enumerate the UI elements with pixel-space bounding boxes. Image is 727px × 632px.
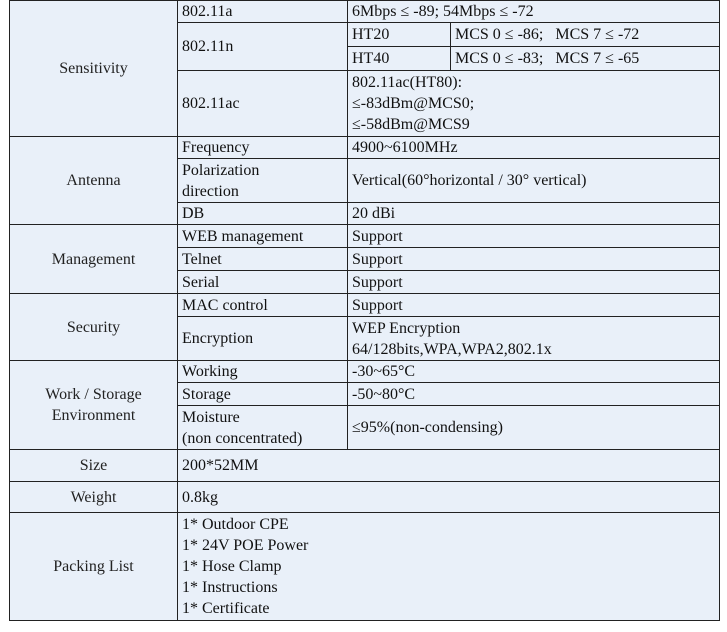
value-moisture: ≤95%(non-condensing): [348, 406, 720, 450]
value-db: 20 dBi: [348, 203, 720, 225]
label-802-11ac: 802.11ac: [178, 71, 348, 137]
label-storage: Storage: [178, 383, 348, 406]
category-management: Management: [10, 225, 178, 294]
environment-line-2: Environment: [51, 407, 136, 424]
ht20-mcs0: MCS 0 ≤ -86;: [455, 26, 544, 43]
row-working: [10, 361, 720, 383]
ht40-mcs7: MCS 7 ≤ -65: [555, 50, 640, 67]
label-moisture: [178, 406, 348, 450]
ht40-mcs0: MCS 0 ≤ -83;: [455, 50, 544, 67]
value-weight: 0.8kg: [178, 482, 720, 513]
polarization-line-2: direction: [182, 182, 239, 200]
packing-item: 1* Outdoor CPE: [182, 516, 289, 533]
environment-line-1: Work / Storage: [45, 386, 142, 403]
value-ht40: [451, 47, 720, 71]
label-encryption: Encryption: [178, 317, 348, 361]
category-environment: [10, 361, 178, 450]
row-web-management: [10, 225, 720, 248]
label-802-11n: 802.11n: [178, 23, 348, 71]
packing-item: 1* Certificate: [182, 600, 270, 617]
value-telnet: Support: [348, 248, 720, 271]
value-storage: -50~80°C: [348, 383, 720, 406]
label-ht40: HT40: [348, 47, 451, 71]
row-frequency: [10, 137, 720, 159]
value-serial: Support: [348, 271, 720, 294]
category-weight: Weight: [10, 482, 178, 513]
category-packing-list: Packing List: [10, 513, 178, 621]
ac-line-3: ≤-58dBm@MCS9: [352, 116, 470, 133]
value-polarization: Vertical(60°horizontal / 30° vertical): [348, 159, 720, 203]
polarization-line-1: Polarization: [182, 161, 260, 179]
row-802-11a: [10, 1, 720, 23]
row-size: [10, 450, 720, 482]
row-packing-list: [10, 513, 720, 621]
label-telnet: Telnet: [178, 248, 348, 271]
encryption-line-2: 64/128bits,WPA,WPA2,802.1x: [352, 340, 552, 358]
value-encryption: [348, 317, 720, 361]
value-ht20: [451, 23, 720, 47]
moisture-line-1: Moisture: [182, 408, 240, 426]
value-mac-control: Support: [348, 294, 720, 317]
label-web-management: WEB management: [178, 225, 348, 248]
value-web-management: Support: [348, 225, 720, 248]
value-packing-list: [178, 513, 720, 621]
moisture-line-2: (non concentrated): [182, 429, 303, 447]
category-antenna: Antenna: [10, 137, 178, 225]
value-802-11a: 6Mbps ≤ -89; 54Mbps ≤ -72: [348, 1, 720, 23]
packing-item: 1* Hose Clamp: [182, 558, 282, 575]
packing-item: 1* 24V POE Power: [182, 537, 309, 554]
category-security: Security: [10, 294, 178, 361]
category-sensitivity: Sensitivity: [10, 1, 178, 137]
spec-table: [9, 0, 720, 621]
ac-line-2: ≤-83dBm@MCS0;: [352, 95, 475, 112]
value-working: -30~65°C: [348, 361, 720, 383]
value-frequency: 4900~6100MHz: [348, 137, 720, 159]
ht20-mcs7: MCS 7 ≤ -72: [555, 26, 640, 43]
label-working: Working: [178, 361, 348, 383]
label-ht20: HT20: [348, 23, 451, 47]
label-polarization: [178, 159, 348, 203]
label-mac-control: MAC control: [178, 294, 348, 317]
label-802-11a: 802.11a: [178, 1, 348, 23]
encryption-line-1: WEP Encryption: [352, 319, 461, 337]
row-mac-control: [10, 294, 720, 317]
label-frequency: Frequency: [178, 137, 348, 159]
label-db: DB: [178, 203, 348, 225]
category-size: Size: [10, 450, 178, 482]
value-802-11ac: [348, 71, 720, 137]
label-serial: Serial: [178, 271, 348, 294]
row-weight: [10, 482, 720, 513]
value-size: 200*52MM: [178, 450, 720, 482]
ac-line-1: 802.11ac(HT80):: [352, 74, 463, 91]
packing-item: 1* Instructions: [182, 579, 278, 596]
